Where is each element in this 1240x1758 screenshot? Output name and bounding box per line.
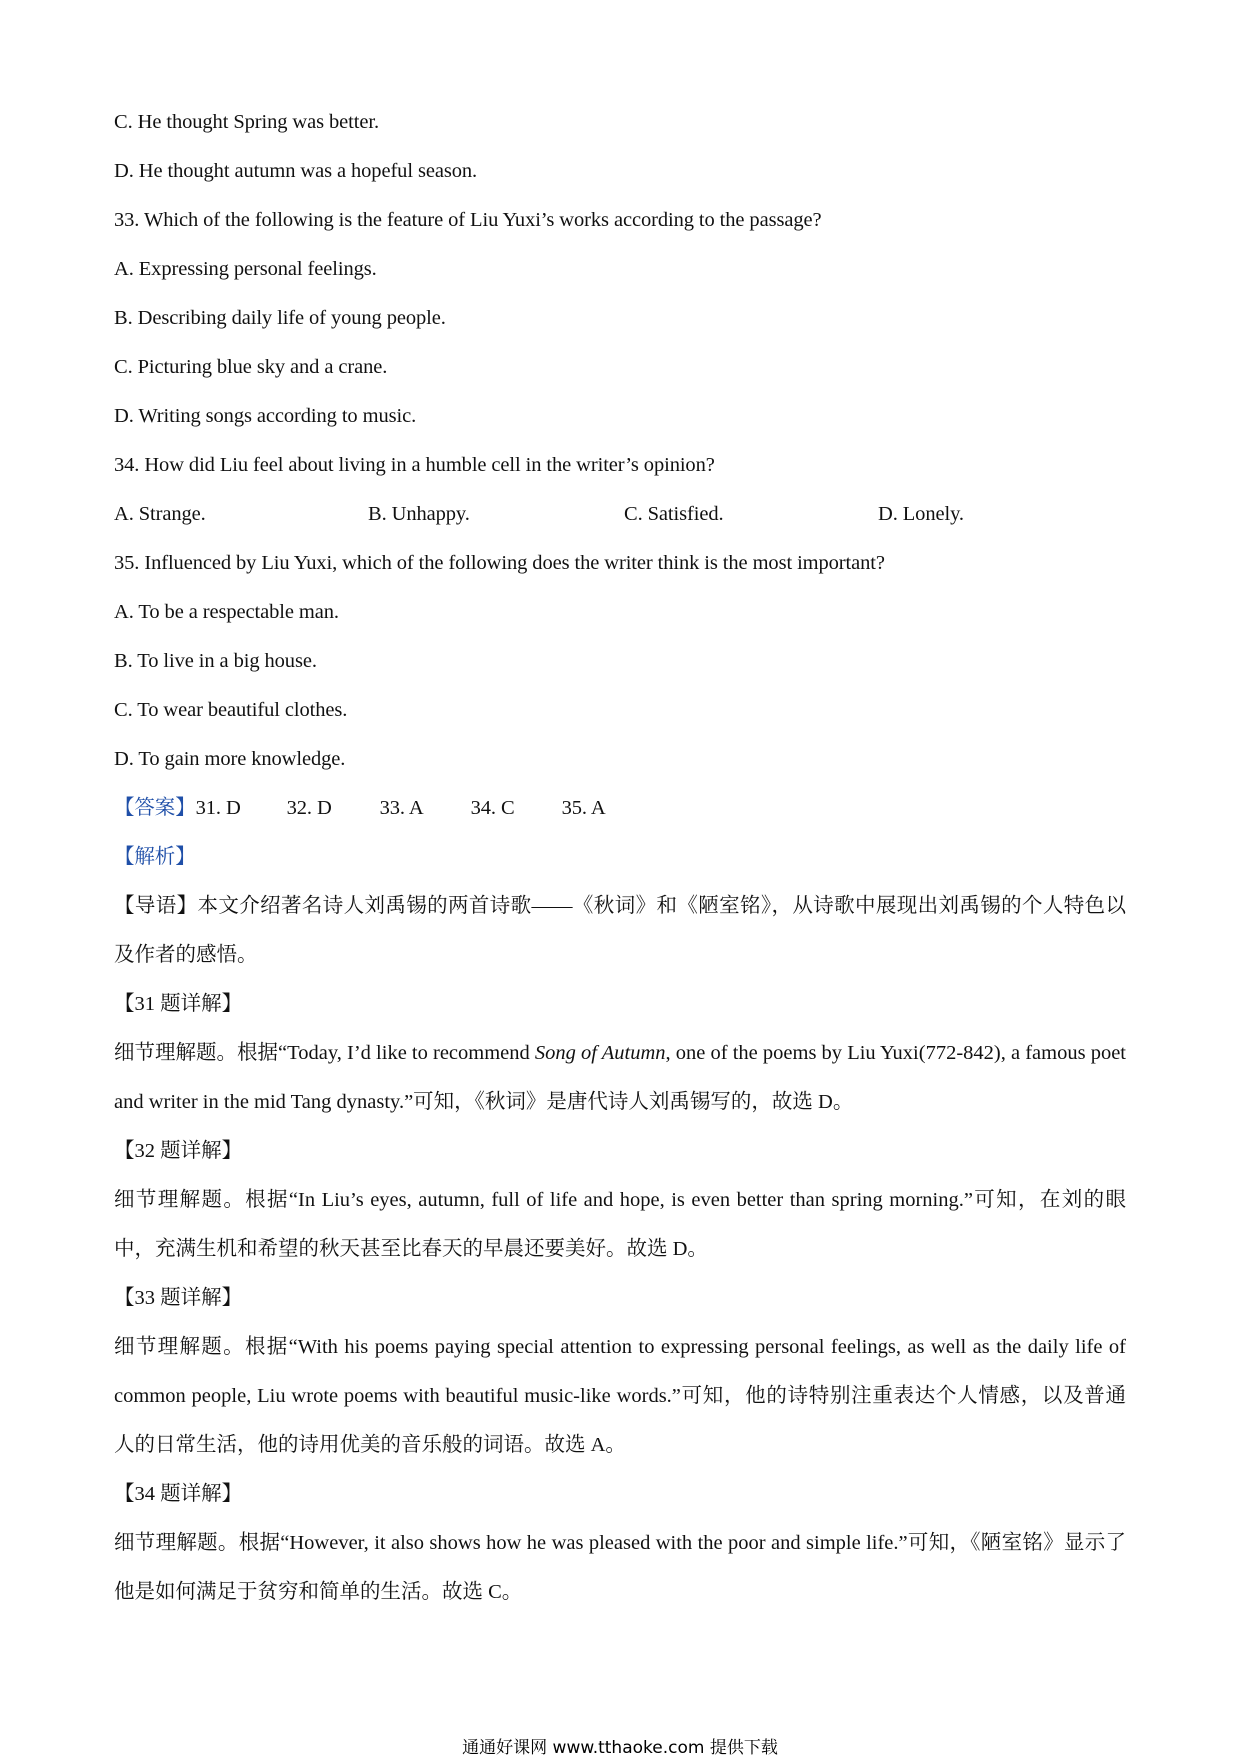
answer-item-34: 34. C — [470, 797, 515, 819]
detail-33-text: 细节理解题。根据“With his poems paying special attention to expressing personal feelings, as well as the daily life of common people, Liu wrote poems with beautiful music-like words.”可知，他的诗特别注重表达个人情感，以及普通人的日常生活，他的诗用优美的音乐般的词语。故选 A。 — [114, 1336, 1126, 1456]
detail-31-pre: 细节理解题。根据“Today, I’d like to recommend — [114, 1042, 535, 1064]
detail-31-heading: 【31 题详解】 — [114, 993, 243, 1015]
detail-34-heading: 【34 题详解】 — [114, 1483, 243, 1505]
q33-option-b: B. Describing daily life of young people. — [114, 307, 446, 329]
document-page — [114, 98, 1126, 1617]
q32-option-d: D. He thought autumn was a hopeful season. — [114, 160, 478, 182]
answer-item-33: 33. A — [379, 797, 424, 819]
q33-option-c: C. Picturing blue sky and a crane. — [114, 356, 388, 378]
detail-32-heading: 【32 题详解】 — [114, 1140, 243, 1162]
q33-option-a: A. Expressing personal feelings. — [114, 258, 377, 280]
q34-option-a: A. Strange. — [114, 503, 206, 525]
guide-paragraph — [114, 882, 1126, 980]
detail-33-heading: 【33 题详解】 — [114, 1287, 243, 1309]
q33-option-d: D. Writing songs according to music. — [114, 405, 417, 427]
detail-34-text: 细节理解题。根据“However, it also shows how he was pleased with the poor and simple life.”可知，《陋室铭》显示了他是如何满足于贫穷和简单的生活。故选 C。 — [114, 1532, 1126, 1603]
q34-option-c: C. Satisfied. — [624, 503, 724, 525]
answer-label: 【答案】 — [114, 797, 196, 819]
answer-item-32: 32. D — [286, 797, 332, 819]
detail-31-italic-title: Song of Autumn — [534, 1042, 666, 1064]
q35-option-a: A. To be a respectable man. — [114, 601, 339, 623]
answer-items — [196, 797, 606, 819]
detail-32-text: 细节理解题。根据“In Liu’s eyes, autumn, full of life and hope, is even better than spring morning.”可知，在刘的眼中，充满生机和希望的秋天甚至比春天的早晨还要美好。故选 D。 — [114, 1189, 1126, 1260]
q35-option-d: D. To gain more knowledge. — [114, 748, 346, 770]
q35-option-b: B. To live in a big house. — [114, 650, 317, 672]
guide-label: 【导语】 — [114, 895, 198, 917]
q34-stem: 34. How did Liu feel about living in a humble cell in the writer’s opinion? — [114, 454, 715, 476]
analysis-label: 【解析】 — [114, 846, 196, 868]
detail-31-text — [114, 1029, 1126, 1127]
answer-row — [114, 784, 1126, 833]
page-footer: 通通好课网 www.tthaoke.com 提供下载 — [462, 1738, 778, 1758]
q32-option-c: C. He thought Spring was better. — [114, 111, 379, 133]
answer-item-35: 35. A — [561, 797, 606, 819]
guide-text: 本文介绍著名诗人刘禹锡的两首诗歌——《秋词》和《陋室铭》，从诗歌中展现出刘禹锡的个人特色以及作者的感悟。 — [114, 895, 1127, 966]
q34-options — [114, 490, 1126, 539]
detail-31-post: , one of the poems by Liu Yuxi(772-842), a famous poet and writer in the mid Tang dynasty.”可知，《秋词》是唐代诗人刘禹锡写的，故选 D。 — [114, 1042, 1126, 1113]
q35-option-c: C. To wear beautiful clothes. — [114, 699, 348, 721]
q33-stem: 33. Which of the following is the feature of Liu Yuxi’s works according to the passage? — [114, 209, 822, 231]
q35-stem: 35. Influenced by Liu Yuxi, which of the following does the writer think is the most important? — [114, 552, 885, 574]
q34-option-b: B. Unhappy. — [368, 503, 470, 525]
q34-option-d: D. Lonely. — [878, 503, 964, 525]
answer-item-31: 31. D — [195, 797, 241, 819]
